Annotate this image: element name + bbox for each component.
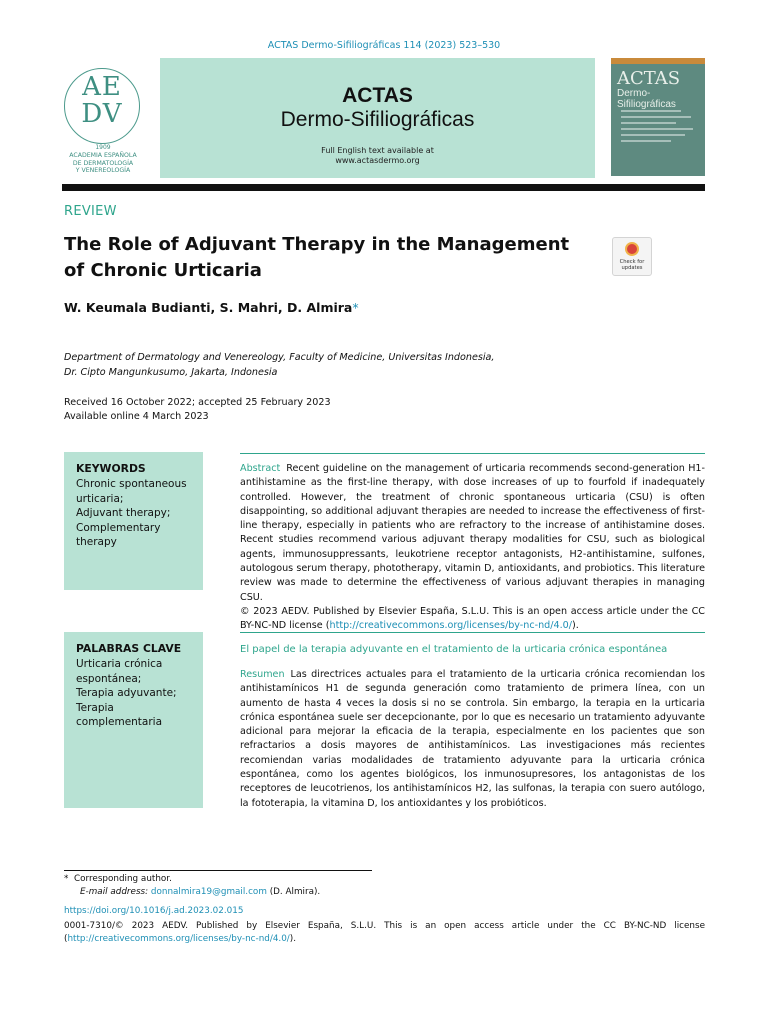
aedv-logo <box>60 68 146 178</box>
cover-stripe <box>611 58 705 64</box>
logo-letters-line2: DV <box>81 99 123 129</box>
cover-decor-line <box>621 140 671 142</box>
check-updates-line1: Check for <box>619 259 645 265</box>
logo-letters <box>64 74 140 128</box>
keyword-item: Adjuvant therapy; <box>76 507 171 519</box>
abstract-license-link[interactable]: http://creativecommons.org/licenses/by-nc-nd/4.0/ <box>329 620 572 632</box>
article-dates <box>64 396 584 424</box>
cover-title: ACTAS <box>617 68 681 89</box>
spanish-title: El papel de la terapia adyuvante en el tratamiento de la urticaria crónica espontánea <box>240 644 668 655</box>
keywords-list <box>76 477 191 550</box>
abstract-copyright-end: ). <box>571 620 579 632</box>
article-title: The Role of Adjuvant Therapy in the Management of Chronic Urticaria <box>64 234 570 281</box>
palabra-item: Terapia adyuvante; <box>76 687 177 699</box>
update-check-icon <box>625 242 639 256</box>
check-for-updates-button[interactable] <box>612 237 652 276</box>
banner-title-actas: ACTAS <box>342 84 413 107</box>
footer-license-link[interactable]: http://creativecommons.org/licenses/by-nc-nd/4.0/ <box>67 934 290 944</box>
palabra-item: Urticaria crónica espontánea; <box>76 658 163 685</box>
article-type-label: REVIEW <box>64 204 117 219</box>
cover-subtitle: Dermo-Sifiliográficas <box>617 88 676 110</box>
logo-year: 1909 <box>95 144 111 151</box>
logo-letters-line1: AE <box>82 72 122 102</box>
banner-subtitle <box>160 146 595 166</box>
banner-website-link[interactable]: www.actasdermo.org <box>335 156 420 165</box>
footer-copyright-text: 0001-7310/© 2023 AEDV. Published by Elsevier España, S.L.U. This is an open access article under the CC BY-NC-ND license ( <box>64 921 705 944</box>
palabras-clave-list <box>76 657 191 730</box>
banner-sub-line1: Full English text available at <box>321 146 434 155</box>
cover-decor-line <box>621 134 685 136</box>
header-divider <box>62 184 705 191</box>
abstract-paragraph <box>240 462 705 634</box>
email-link[interactable]: donnalmira19@gmail.com <box>150 887 267 897</box>
abstract-divider <box>240 453 705 454</box>
logo-org-line2: DE DERMATOLOGÍA <box>72 159 134 167</box>
cover-decor-line <box>621 128 693 130</box>
palabra-item: Terapia complementaria <box>76 701 163 728</box>
journal-reference[interactable]: ACTAS Dermo-Sifiliográficas 114 (2023) 523–530 <box>267 40 501 51</box>
author-names: W. Keumala Budianti, S. Mahri, D. Almira <box>64 300 353 315</box>
keywords-panel <box>64 452 203 590</box>
palabras-clave-panel <box>64 632 203 808</box>
corresponding-author-link[interactable]: * <box>352 300 359 315</box>
footnote-divider <box>64 870 372 871</box>
logo-org-name <box>56 152 150 175</box>
keywords-heading: KEYWORDS <box>76 462 146 475</box>
footnote-corresponding <box>64 873 172 886</box>
palabras-clave-heading: PALABRAS CLAVE <box>76 642 182 655</box>
resumen-paragraph <box>240 668 705 811</box>
cover-decor-line <box>621 116 691 118</box>
affiliation-line2: Dr. Cipto Mangunkusumo, Jakarta, Indonesia <box>64 367 278 378</box>
cover-decor-line <box>621 110 681 112</box>
logo-org-line3: Y VENEREOLOGÍA <box>75 167 131 174</box>
keyword-item: Chronic spontaneous urticaria; <box>76 478 187 505</box>
footnote-email <box>80 886 320 899</box>
check-updates-label <box>613 259 651 271</box>
footnote-mark: * <box>64 874 69 884</box>
check-updates-line2: updates <box>621 265 643 271</box>
cover-decor-line <box>621 122 676 124</box>
affiliation <box>64 350 584 380</box>
journal-banner <box>160 58 595 178</box>
affiliation-line1: Department of Dermatology and Venereology, Faculty of Medicine, Universitas Indonesia, <box>64 352 495 363</box>
author-list <box>64 300 359 315</box>
logo-org-line1: ACADEMIA ESPAÑOLA <box>69 152 137 159</box>
available-date: Available online 4 March 2023 <box>64 411 209 422</box>
footer-copyright <box>64 920 705 946</box>
doi-link[interactable]: https://doi.org/10.1016/j.ad.2023.02.015 <box>64 906 244 916</box>
banner-title-journal: Dermo-Sifiliográficas <box>280 108 475 131</box>
received-date: Received 16 October 2022; accepted 25 February 2023 <box>64 397 331 408</box>
resumen-divider <box>240 632 705 633</box>
corresponding-label: Corresponding author. <box>74 874 172 884</box>
abstract-text: Recent guideline on the management of urticaria recommends second-generation H1-antihistamine as the first-line therapy, with dose increases of up to fourfold if inadequately controlled. However, the treatment of chronic spontaneous urticaria (CSU) is often disappointing, so additional adjuvant therapies are needed to increase the effectiveness of first-line therapy, especially in patients who are refractory to the increase of antihistamine doses. Recent studies recommend various adjuvant therapy modalities for CSU, such as biological agents, immunosuppressants, leukotriene receptor antagonists, H2-antihistamine, sulfones, autologous serum therapy, phototherapy, vitamin D, antioxidants, and probiotics. This literature review was made to determine the effectiveness of various adjuvant therapies in managing CSU. <box>240 463 705 603</box>
email-suffix: (D. Almira). <box>269 887 321 897</box>
footer-copyright-end: ). <box>289 934 297 944</box>
abstract-label: Abstract <box>240 463 281 474</box>
abstract-copyright: © 2023 AEDV. Published by Elsevier España, S.L.U. This is an open access article under the CC BY-NC-ND license ( <box>240 605 705 632</box>
keyword-item: Complementary therapy <box>76 521 161 548</box>
email-label: E-mail address: <box>80 887 149 897</box>
resumen-label: Resumen <box>240 669 285 680</box>
journal-cover-image[interactable] <box>611 58 705 176</box>
resumen-text: Las directrices actuales para el tratamiento de la urticaria crónica recomiendan los antihistamínicos H1 de segunda generación como tratamiento de primera línea, con un aumento de hasta 4 veces la dosis si no se controla. Sin embargo, la terapia en la urticaria crónica espontánea suele ser decepcionante, por lo que es necesario un tratamiento adyuvante adicional para mejorar la eficacia de la terapia, especialmente en los pacientes que son refractarios a dosis mayores de antihistamínicos. Las investigaciones más recientes recomiendan varias modalidades de tratamiento adyuvante para la urticaria crónica espontánea, como los agentes biológicos, los inmunosupresores, los antagonistas de los receptores de leucotrienos, los antihistamínicos H2, las sulfonas, la terapia con suero autólogo, la fototerapia, la vitamina D, los antioxidantes y los probióticos. <box>240 669 705 809</box>
